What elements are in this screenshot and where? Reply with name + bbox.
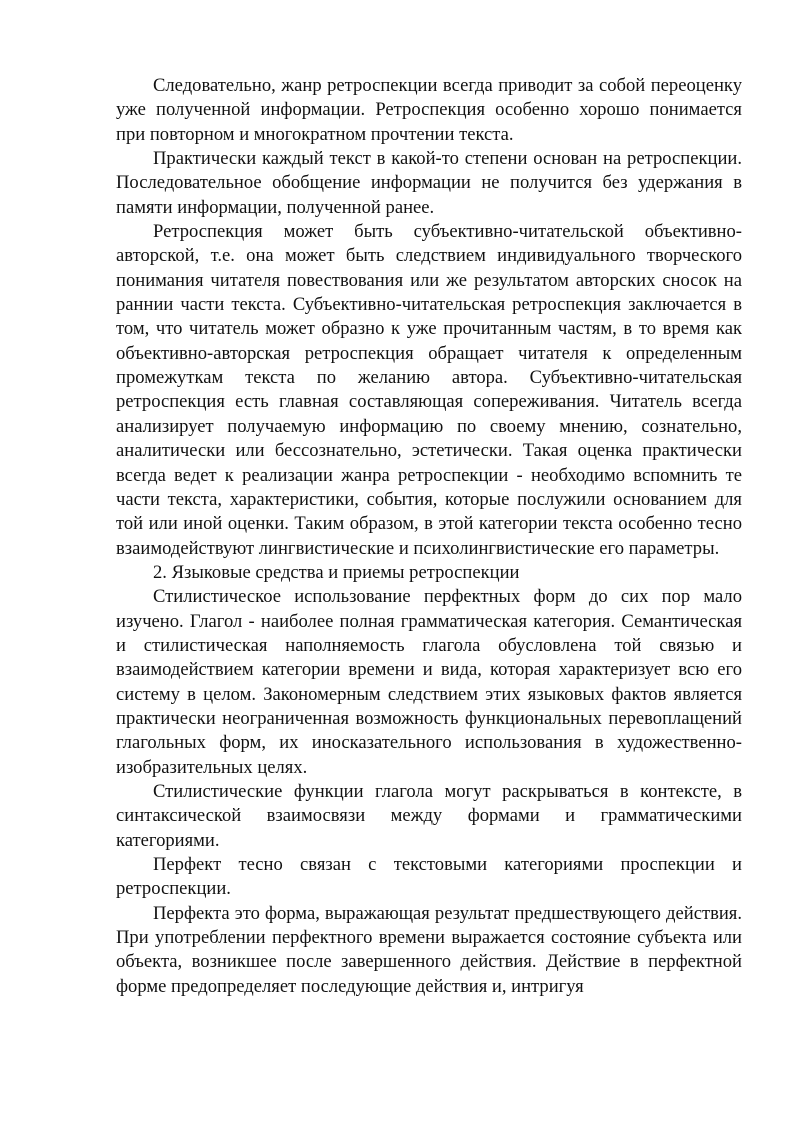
- paragraph-perfect-definition: Перфекта это форма, выражающая результат предшествующего действия. При употреблении перфектного времени выражается состояние субъекта или объекта, возникшее после завершенного действия. Действие в перфектной форме предопределяет последующие действия и, интригуя: [116, 902, 742, 997]
- section-heading: 2. Языковые средства и приемы ретроспекции: [153, 561, 520, 583]
- paragraph-perfect-text-categories: Перфект тесно связан с текстовыми категориями проспекции и ретроспекции.: [116, 854, 742, 900]
- paragraph-text-based-on-retrospection: Практически каждый текст в какой-то степени основан на ретроспекции. Последовательное обобщение информации не получится без удержания в памяти информации, полученной ранее.: [116, 148, 742, 218]
- paragraph-verb-stylistic-functions: Стилистические функции глагола могут раскрываться в контексте, в синтаксической взаимосвязи между формами и грамматическими категориями.: [116, 780, 742, 851]
- paragraph-perfect-forms: Стилистическое использование перфектных форм до сих пор мало изучено. Глагол - наиболее полная грамматическая категория. Семантическая и стилистическая наполняемость глагола обусловлена той связью и взаимодействием категории времени и вида, которая характеризует всю его систему в целом. Закономерным следствием этих языковых фактов является практически неограниченная возможность функциональных перевоплащений глагольных форм, их иносказательного использования в художественно-изобразительных целях.: [116, 586, 742, 778]
- paragraph-retrospection-types: Ретроспекция может быть субъективно-читательской объективно-авторской, т.е. она может быть следствием индивидуального творческого понимания читателя повествования или же результатом авторских сносок на раннии части текста. Субъективно-читательская ретроспекция заключается в том, что читатель может образно к уже прочитанным частям, в то время как объективно-авторская ретроспекция обращает читателя к определенным промежуткам текста по желанию автора. Субъективно-читательская ретроспекция есть главная составляющая сопереживания. Читатель всегда анализирует получаемую информацию по своему мнению, сознательно, аналитически или бессознательно, эстетически. Такая оценка практически всегда ведет к реализации жанра ретроспекции - необходимо вспомнить те части текста, характеристики, события, которые послужили основанием для той или иной оценки. Таким образом, в этой категории текста особенно тесно взаимодействуют лингвистические и психолингвистические его параметры.: [116, 221, 742, 559]
- paragraph-retrospection-reevaluation: Следовательно, жанр ретроспекции всегда приводит за собой переоценку уже полученной информации. Ретроспекция особенно хорошо понимается при повторном и многократном прочтении текста.: [116, 75, 742, 145]
- document-page: [116, 74, 742, 999]
